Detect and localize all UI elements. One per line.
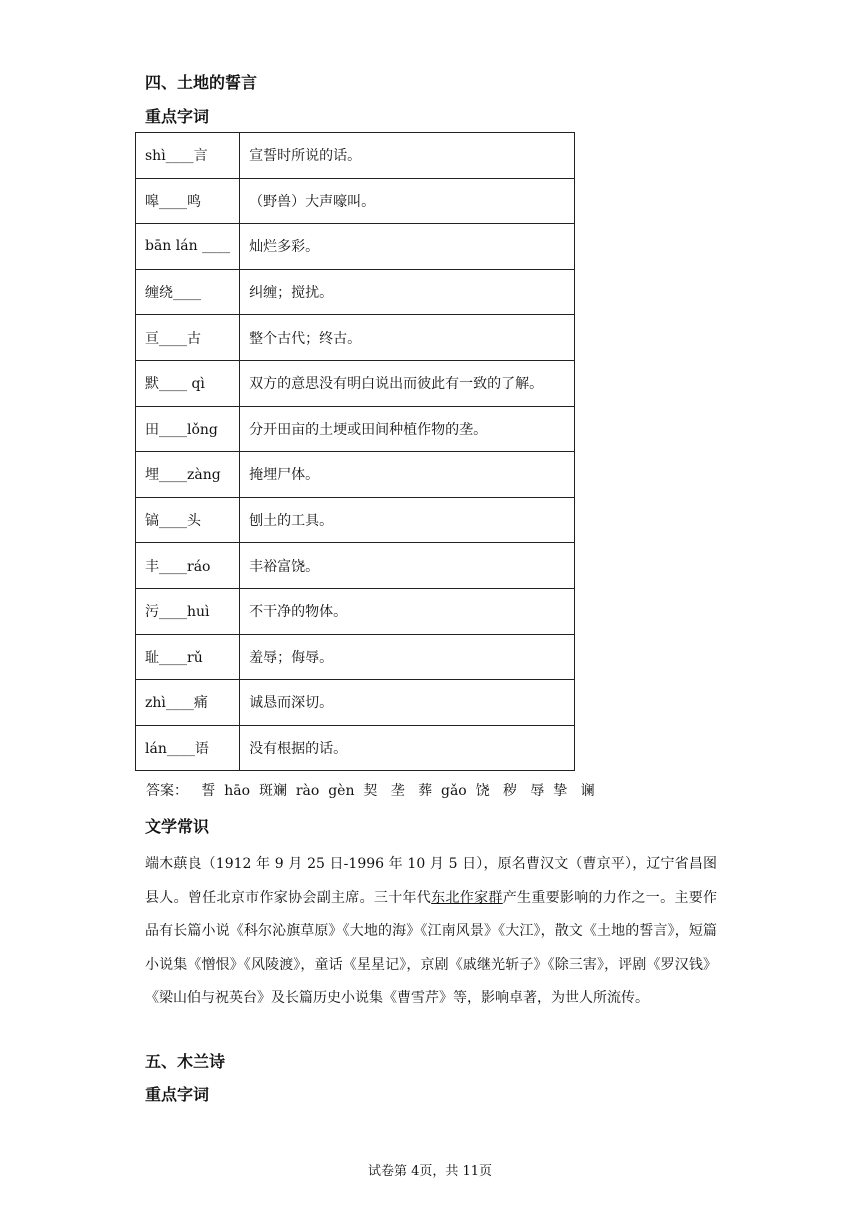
vocab-word: 嗥____鸣 bbox=[136, 178, 240, 224]
vocab-meaning: 没有根据的话。 bbox=[240, 725, 575, 771]
vocab-row bbox=[136, 452, 575, 498]
vocab-word: 丰____ráo bbox=[136, 543, 240, 589]
vocab-word: 污____huì bbox=[136, 588, 240, 634]
vocab-row bbox=[136, 497, 575, 543]
vocab-word: bān lán ____ bbox=[136, 224, 240, 270]
vocab-row bbox=[136, 406, 575, 452]
literature-text-2: 产生重要影响的力作之一。主要作品有长篇小说《科尔沁旗草原》《大地的海》《江南风景》《大江》，散文《土地的誓言》，短篇小说集《憎恨》《风陵渡》，童话《星星记》，京剧《戚继光斩子》《除三害》，评剧《罗汉钱》《梁山伯与祝英台》及长篇历史小说集《曹雪芹》等，影响卓著，为世人所流传。 bbox=[145, 889, 718, 1006]
vocab-row bbox=[136, 360, 575, 406]
vocab-meaning: 羞辱；侮辱。 bbox=[240, 634, 575, 680]
subsection-literature: 文学常识 bbox=[145, 817, 210, 836]
subsection-key-words-2: 重点字词 bbox=[145, 1085, 210, 1104]
vocab-word: 镐____头 bbox=[136, 497, 240, 543]
vocab-meaning: 灿烂多彩。 bbox=[240, 224, 575, 270]
vocab-meaning: 刨土的工具。 bbox=[240, 497, 575, 543]
vocab-word: zhì____痛 bbox=[136, 680, 240, 726]
vocab-meaning: 整个古代；终古。 bbox=[240, 315, 575, 361]
vocab-row bbox=[136, 315, 575, 361]
literature-text-1: 端木蕻良（1912 年 9 月 25 日-1996 年 10 月 5 日），原名曹汉文（曹京平），辽宁省昌图县人。曾任北京市作家协会副主席。三十年代 bbox=[145, 856, 717, 906]
vocab-meaning: 纠缠；搅扰。 bbox=[240, 269, 575, 315]
section-title-mulan: 五、木兰诗 bbox=[145, 1052, 226, 1071]
vocab-row bbox=[136, 543, 575, 589]
vocab-word: 缠绕____ bbox=[136, 269, 240, 315]
vocab-meaning: 掩埋尸体。 bbox=[240, 452, 575, 498]
page-footer: 试卷第 4页，共 11页 bbox=[367, 1164, 493, 1179]
vocab-word: lán____语 bbox=[136, 725, 240, 771]
vocab-word: shì____言 bbox=[136, 133, 240, 179]
vocab-meaning: 丰裕富饶。 bbox=[240, 543, 575, 589]
vocab-row bbox=[136, 725, 575, 771]
vocab-row bbox=[136, 634, 575, 680]
vocab-row bbox=[136, 178, 575, 224]
vocab-row bbox=[136, 269, 575, 315]
vocab-meaning: 不干净的物体。 bbox=[240, 588, 575, 634]
subsection-key-words: 重点字词 bbox=[145, 107, 210, 126]
literature-link-term: 东北作家群 bbox=[431, 889, 503, 906]
vocab-word: 田____lǒng bbox=[136, 406, 240, 452]
vocab-row bbox=[136, 588, 575, 634]
vocab-word: 默____ qì bbox=[136, 360, 240, 406]
answer-line: 答案： 誓 hāo 斑斓 rào gèn 契 垄 葬 gǎo 饶 秽 辱 挚 谰 bbox=[146, 783, 595, 799]
vocab-meaning: 诚恳而深切。 bbox=[240, 680, 575, 726]
vocab-word: 亘____古 bbox=[136, 315, 240, 361]
vocab-meaning: 双方的意思没有明白说出而彼此有一致的了解。 bbox=[240, 360, 575, 406]
literature-paragraph bbox=[145, 848, 717, 1016]
vocab-word: 耻____rǔ bbox=[136, 634, 240, 680]
section-title-land-oath: 四、土地的誓言 bbox=[145, 73, 258, 92]
vocab-table bbox=[135, 132, 575, 771]
vocab-row bbox=[136, 133, 575, 179]
vocab-word: 埋____zàng bbox=[136, 452, 240, 498]
vocab-row bbox=[136, 680, 575, 726]
vocab-meaning: （野兽）大声嚎叫。 bbox=[240, 178, 575, 224]
vocab-meaning: 宣誓时所说的话。 bbox=[240, 133, 575, 179]
vocab-meaning: 分开田亩的土埂或田间种植作物的垄。 bbox=[240, 406, 575, 452]
vocab-row bbox=[136, 224, 575, 270]
